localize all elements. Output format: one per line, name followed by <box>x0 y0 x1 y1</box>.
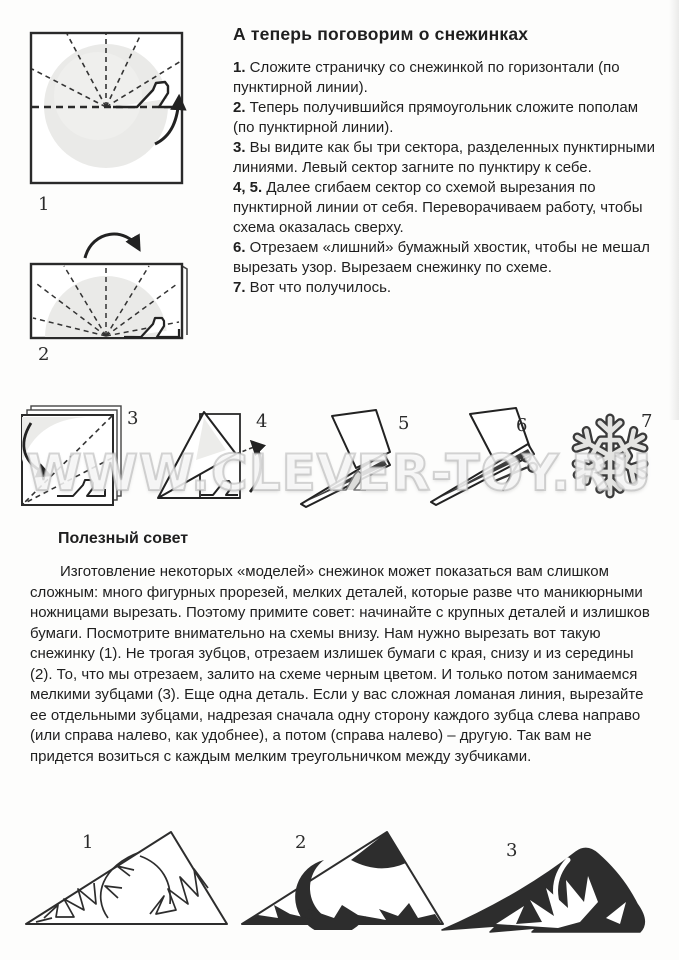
fold-diagram-3 <box>16 402 134 510</box>
instruction-step: 7. Вот что получилось. <box>233 279 392 296</box>
instruction-step: 4, 5. Далее сгибаем сектор со схемой вырезания по пунктирной линии от себя. Переворачиваем работу, чтобы схема оказалась сверху. <box>233 179 643 236</box>
cutting-scheme-3 <box>438 838 652 934</box>
scheme-1-label: 1 <box>82 832 94 853</box>
cutting-scheme-2 <box>238 826 446 930</box>
scheme-3-label: 3 <box>506 840 518 861</box>
instruction-step: 2. Теперь получившийся прямоугольник сложите пополам (по пунктирной линии). <box>233 99 639 136</box>
instruction-step: 3. Вы видите как бы три сектора, разделенных пунктирными линиями. Левый сектор загните по пунктиру к себе. <box>233 139 655 176</box>
figure-5-label: 5 <box>398 413 410 434</box>
advice-paragraph: Изготовление некоторых «моделей» снежинок может показаться вам слишком сложным: много фигурных прорезей, мелких деталей, которые разве что маникюрными ножницами вырезать. Поэтому примите совет: начинайте с крупных деталей и излишков бумаги. Посмотрите внимательно на схемы внизу. Нам нужно вырезать вот такую снежинку (1). Не трогая зубцов, отрезаем излишек бумаги с края, снизу и из середины (2). То, что мы отрезаем, залито на схеме черным цветом. И только потом занимаемся мелкими зубцами (3). Еще одна деталь. Если у вас сложная ломаная линия, вырезайте ее отдельными зубцами, надрезая сначала одну сторону каждого зубца слева направо (или справа налево, как удобнее), а потом (справа налево) – другую. Так вам не придется возиться с каждым мелким треугольничком между зубчиками. <box>30 563 650 765</box>
instruction-step: 1. Сложите страничку со снежинкой по горизонтали (по пунктирной линии). <box>233 59 620 96</box>
advice-heading: Полезный совет <box>58 530 189 547</box>
fold-diagram-2 <box>28 222 196 342</box>
fold-diagram-1 <box>28 30 190 188</box>
figure-6-label: 6 <box>516 415 528 436</box>
figure-7-label: 7 <box>641 411 653 432</box>
curved-arrow-icon <box>85 234 139 258</box>
figure-3-label: 3 <box>127 408 139 429</box>
instruction-step: 6. Отрезаем «лишний» бумажный хвостик, чтобы не мешал вырезать узор. Вырезаем снежинку по схеме. <box>233 239 650 276</box>
instructions-list <box>233 58 661 298</box>
fold-diagram-4 <box>152 402 270 510</box>
figure-4-label: 4 <box>256 411 268 432</box>
fold-diagram-6 <box>428 404 560 510</box>
watermark: WWW.CLEVER-TOY.RU <box>26 444 653 502</box>
figure-1-label: 1 <box>38 194 50 215</box>
scheme-2-label: 2 <box>295 832 307 853</box>
page-title: А теперь поговорим о снежинках <box>233 24 529 44</box>
curved-arrow-icon <box>250 442 261 492</box>
cutting-scheme-1 <box>22 826 230 930</box>
figure-2-label: 2 <box>38 344 50 365</box>
